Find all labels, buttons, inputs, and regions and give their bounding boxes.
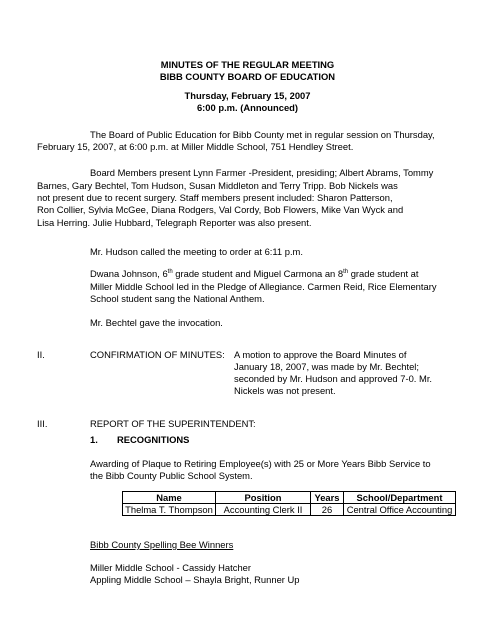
- section-2-line-1: A motion to approve the Board Minutes of: [234, 349, 407, 360]
- attendance-line-2: Barnes, Gary Bechtel, Tom Hudson, Susan Middleton and Terry Tripp. Bob Nickels was: [37, 180, 398, 191]
- attendance-line-1: Board Members present Lynn Farmer -President, presiding; Albert Abrams, Tommy: [90, 167, 434, 178]
- retiring-employee-table: [122, 491, 456, 516]
- section-3-number: III.: [37, 418, 48, 429]
- meeting-date: Thursday, February 15, 2007: [184, 90, 311, 101]
- cell-position: Accounting Clerk II: [216, 504, 311, 516]
- spelling-bee-winner-2: Appling Middle School – Shayla Bright, Runner Up: [90, 574, 300, 585]
- column-header-name: Name: [123, 492, 216, 504]
- table-row: [123, 504, 456, 516]
- section-2-title: CONFIRMATION OF MINUTES:: [90, 349, 225, 360]
- recognitions-title: RECOGNITIONS: [117, 434, 190, 445]
- intro-line-1: The Board of Public Education for Bibb County met in regular session on Thursday,: [90, 129, 435, 140]
- award-line-1: Awarding of Plaque to Retiring Employee(s) with 25 or More Years Bibb Service to: [90, 458, 431, 469]
- column-header-years: Years: [311, 492, 344, 504]
- table-header-row: [123, 492, 456, 504]
- section-3-title: REPORT OF THE SUPERINTENDENT:: [90, 418, 256, 429]
- section-2-line-3: seconded by Mr. Hudson and approved 7-0. Mr.: [234, 373, 433, 384]
- spelling-bee-winner-1: Miller Middle School - Cassidy Hatcher: [90, 562, 251, 573]
- cell-years: 26: [311, 504, 344, 516]
- title-line-2: BIBB COUNTY BOARD OF EDUCATION: [159, 71, 336, 82]
- meeting-time: 6:00 p.m. (Announced): [196, 102, 299, 113]
- attendance-line-4: Ron Collier, Sylvia McGee, Diana Rodgers, Val Cordy, Bob Flowers, Mike Van Wyck and: [37, 204, 404, 215]
- call-to-order: Mr. Hudson called the meeting to order at 6:11 p.m.: [90, 246, 303, 257]
- pledge-line-3: School student sang the National Anthem.: [90, 293, 265, 304]
- pledge-line-2: Miller Middle School led in the Pledge of Allegiance. Carmen Reid, Rice Elementary: [90, 281, 437, 292]
- attendance-line-3: not present due to recent surgery. Staff members present included: Sharon Patterson,: [37, 192, 393, 203]
- section-2-line-2: January 18, 2007, was made by Mr. Bechtel;: [234, 361, 419, 372]
- recognitions-number: 1.: [90, 434, 98, 445]
- column-header-position: Position: [216, 492, 311, 504]
- pledge-line-1: Dwana Johnson, 6th grade student and Miguel Carmona an 8th grade student at: [90, 268, 419, 279]
- invocation: Mr. Bechtel gave the invocation.: [90, 317, 223, 328]
- cell-name: Thelma T. Thompson: [123, 504, 216, 516]
- section-2-number: II.: [37, 349, 45, 360]
- column-header-school: School/Department: [344, 492, 456, 504]
- attendance-line-5: Lisa Herring. Julie Hubbard, Telegraph Reporter was also present.: [37, 217, 312, 228]
- section-2-line-4: Nickels was not present.: [234, 385, 336, 396]
- intro-line-2: February 15, 2007, at 6:00 p.m. at Miller Middle School, 751 Hendley Street.: [37, 141, 354, 152]
- spelling-bee-heading: Bibb County Spelling Bee Winners: [90, 539, 234, 550]
- title-line-1: MINUTES OF THE REGULAR MEETING: [160, 59, 335, 70]
- cell-school: Central Office Accounting: [344, 504, 456, 516]
- award-line-2: the Bibb County Public School System.: [90, 470, 253, 481]
